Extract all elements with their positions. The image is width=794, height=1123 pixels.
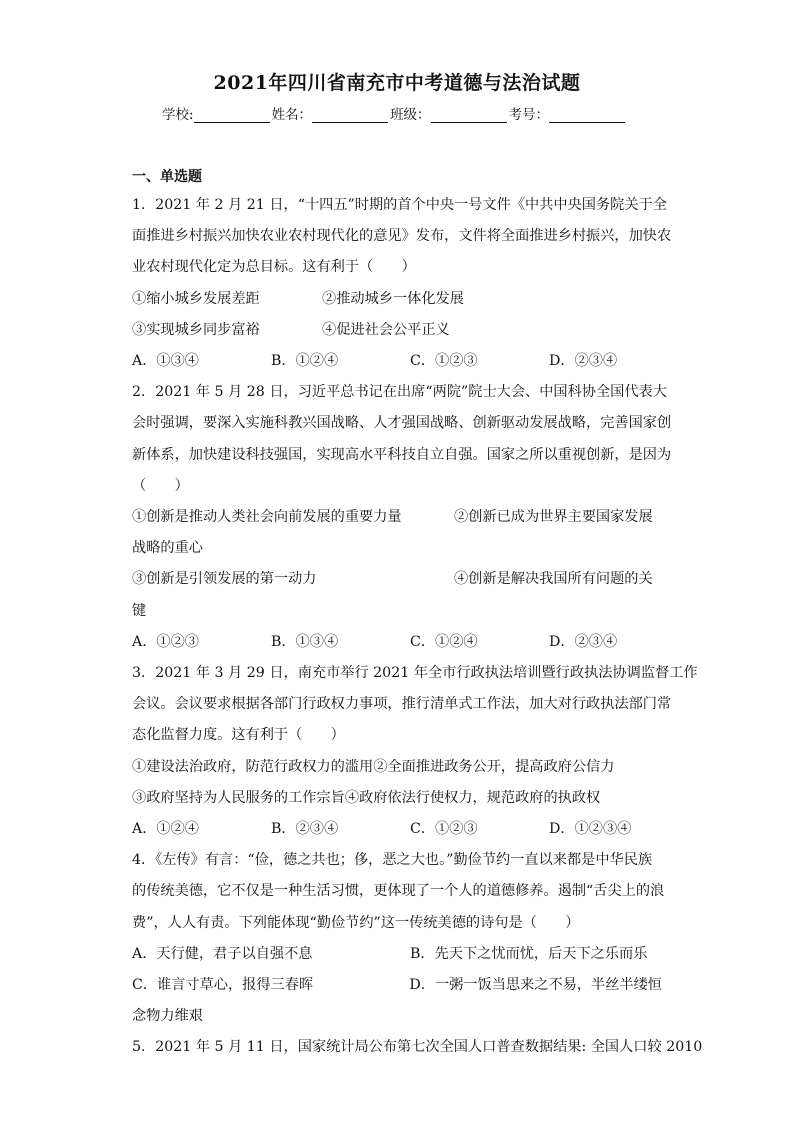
name-label: 姓名： bbox=[271, 107, 313, 123]
question-stem-line: 3．2021 年 3 月 29 日，南充市举行 2021 年全市行政执法培训暨行政执法协调监督工作 bbox=[132, 665, 698, 682]
option-c[interactable]: C．谁言寸草心，报得三春晖 bbox=[132, 977, 314, 994]
statement-line: ①建设法治政府，防范行政权力的滥用②全面推进政务公开，提高政府公信力 bbox=[132, 758, 615, 775]
question-list bbox=[132, 190, 703, 1064]
option-d[interactable]: D．②③④ bbox=[549, 633, 618, 650]
statement-item: ③实现城乡同步富裕 bbox=[132, 321, 260, 338]
question-stem-line: 5．2021 年 5 月 11 日，国家统计局公布第七次全国人口普查数据结果: 全国人口较 2010 bbox=[132, 1039, 703, 1056]
option-c[interactable]: C．①②③ bbox=[410, 821, 478, 838]
question-stem-line: 4．《左传》有言：“俭，德之共也；侈，恶之大也。”勤俭节约一直以来都是中华民族 bbox=[132, 852, 653, 869]
answer-options bbox=[132, 1001, 662, 1032]
school-blank[interactable] bbox=[194, 108, 270, 123]
question-stem-line: 态化监督力度。这有利于（ ） bbox=[132, 727, 345, 744]
option-a[interactable]: A．①②④ bbox=[132, 821, 199, 838]
question-stem-line: 的传统美德，它不仅是一种生活习惯，更体现了一个人的道德修养。遏制“舌尖上的浪 bbox=[132, 883, 665, 900]
question-stem-line: 业农村现代化定为总目标。这有利于（ ） bbox=[132, 259, 416, 276]
school-label: 学校: bbox=[162, 107, 194, 123]
exam-number-blank[interactable] bbox=[549, 108, 625, 123]
answer-options bbox=[132, 346, 662, 377]
option-b[interactable]: B．①②④ bbox=[271, 353, 339, 370]
question-stem-line: （ ） bbox=[132, 477, 189, 494]
question-3 bbox=[132, 658, 698, 845]
question-1 bbox=[132, 190, 672, 377]
option-b[interactable]: B．先天下之忧而忧，后天下之乐而乐 bbox=[410, 945, 648, 962]
question-5 bbox=[132, 1032, 703, 1063]
option-b[interactable]: B．②③④ bbox=[271, 821, 339, 838]
option-a[interactable]: A．①②③ bbox=[132, 633, 199, 650]
class-blank[interactable] bbox=[431, 108, 507, 123]
section-heading: 一、单选题 bbox=[132, 169, 202, 185]
statement-row bbox=[132, 284, 662, 315]
statement-row bbox=[132, 502, 662, 533]
question-4 bbox=[132, 845, 665, 1032]
question-2 bbox=[132, 377, 672, 658]
option-d[interactable]: D．一粥一饭当思来之不易，半丝半缕恒 bbox=[409, 977, 662, 994]
question-stem-line: 会议。会议要求根据各部门行政权力事项，推行清单式工作法，加大对行政执法部门常 bbox=[132, 696, 672, 713]
statement-item: ①创新是推动人类社会向前发展的重要力量 bbox=[132, 509, 402, 526]
option-a[interactable]: A．①③④ bbox=[132, 353, 199, 370]
student-info-line bbox=[162, 103, 642, 123]
answer-options bbox=[132, 970, 662, 1001]
option-c[interactable]: C．①②④ bbox=[410, 633, 478, 650]
statement-item: 键 bbox=[132, 602, 147, 619]
question-stem-line: 1．2021 年 2 月 21 日，“十四五”时期的首个中央一号文件《中共中央国务院关于全 bbox=[132, 197, 667, 213]
statement-item: ①缩小城乡发展差距 bbox=[132, 290, 260, 307]
name-blank[interactable] bbox=[312, 108, 388, 123]
statement-item: ④促进社会公平正义 bbox=[322, 321, 450, 338]
option-c[interactable]: C．①②③ bbox=[410, 353, 478, 370]
exam-number-label: 考号： bbox=[508, 107, 550, 123]
page-title: 2021年四川省南充市中考道德与法治试题 bbox=[213, 72, 581, 94]
class-label: 班级： bbox=[390, 107, 431, 123]
question-stem-line: 2．2021 年 5 月 28 日，习近平总书记在出席“两院”院士大会、中国科协全国代表大 bbox=[132, 384, 667, 401]
statement-row bbox=[132, 564, 662, 595]
option-a[interactable]: A．天行健，君子以自强不息 bbox=[132, 945, 313, 962]
question-stem-line: 新体系，加快建设科技强国，实现高水平科技自立自强。国家之所以重视创新，是因为 bbox=[132, 446, 672, 463]
answer-options bbox=[132, 814, 662, 845]
answer-options bbox=[132, 939, 662, 970]
statement-item: 战略的重心 bbox=[132, 540, 203, 557]
option-d[interactable]: D．①②③④ bbox=[549, 821, 632, 838]
statement-line: ③政府坚持为人民服务的工作宗旨④政府依法行使权力，规范政府的执政权 bbox=[132, 789, 601, 806]
answer-options bbox=[132, 627, 662, 658]
statement-item: ④创新是解决我国所有问题的关 bbox=[454, 571, 653, 588]
option-b[interactable]: B．①③④ bbox=[271, 633, 339, 650]
option-d-continued: 念物力维艰 bbox=[132, 1008, 203, 1025]
question-stem-line: 面推进乡村振兴加快农业农村现代化的意见》发布，文件将全面推进乡村振兴，加快农 bbox=[132, 228, 672, 245]
statement-item: ③创新是引领发展的第一动力 bbox=[132, 571, 317, 588]
statement-row bbox=[132, 315, 662, 346]
statement-item: ②推动城乡一体化发展 bbox=[322, 290, 464, 307]
statement-row bbox=[132, 533, 662, 564]
question-stem-line: 会时强调，要深入实施科教兴国战略、人才强国战略、创新驱动发展战略，完善国家创 bbox=[132, 415, 672, 432]
statement-item: ②创新已成为世界主要国家发展 bbox=[454, 509, 653, 526]
question-stem-line: 费”，人人有责。下列能体现“勤俭节约”这一传统美德的诗句是（ ） bbox=[132, 914, 580, 931]
statement-row bbox=[132, 596, 662, 627]
option-d[interactable]: D．②③④ bbox=[549, 353, 618, 370]
